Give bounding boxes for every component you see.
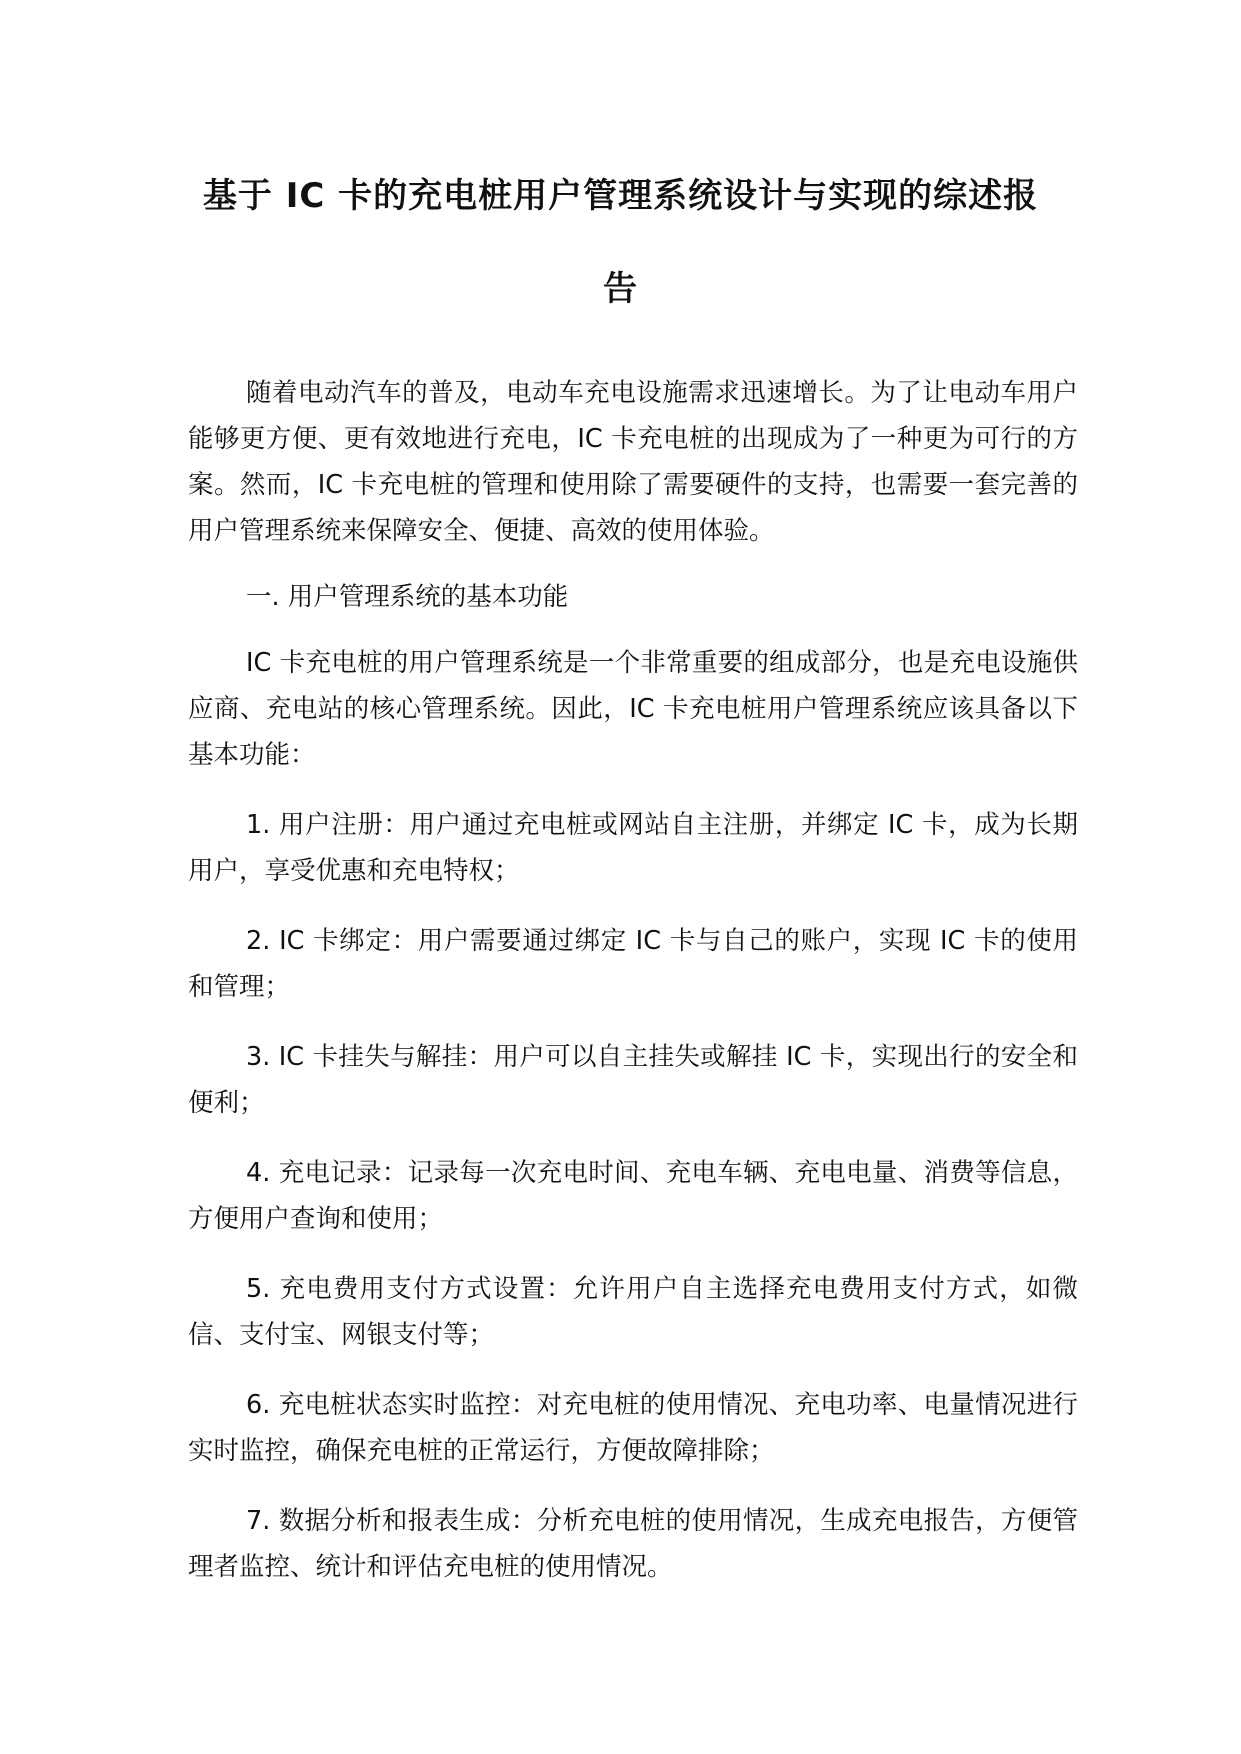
list-item: 7. 数据分析和报表生成：分析充电桩的使用情况，生成充电报告，方便管理者监控、统计和评估充电桩的使用情况。 [188,1506,1078,1582]
section-heading: 一. 用户管理系统的基本功能 [246,582,569,612]
document-title: 基于 IC 卡的充电桩用户管理系统设计与实现的综述报告 [202,176,1039,309]
section-intro-paragraph: IC 卡充电桩的用户管理系统是一个非常重要的组成部分，也是充电设施供应商、充电站的核心管理系统。因此，IC 卡充电桩用户管理系统应该具备以下基本功能： [188,648,1078,770]
list-item: 4. 充电记录：记录每一次充电时间、充电车辆、充电电量、消费等信息，方便用户查询和使用； [188,1158,1078,1234]
list-item: 2. IC 卡绑定：用户需要通过绑定 IC 卡与自己的账户，实现 IC 卡的使用和管理； [188,926,1078,1002]
intro-paragraph: 随着电动汽车的普及，电动车充电设施需求迅速增长。为了让电动车用户能够更方便、更有效地进行充电，IC 卡充电桩的出现成为了一种更为可行的方案。然而，IC 卡充电桩的管理和使用除了需要硬件的支持，也需要一套完善的用户管理系统来保障安全、便捷、高效的使用体验。 [188,378,1078,546]
list-item: 1. 用户注册：用户通过充电桩或网站自主注册，并绑定 IC 卡，成为长期用户，享受优惠和充电特权； [188,810,1078,886]
document-body [188,370,1078,1590]
list-item: 3. IC 卡挂失与解挂：用户可以自主挂失或解挂 IC 卡，实现出行的安全和便利； [188,1042,1078,1118]
list-item: 5. 充电费用支付方式设置：允许用户自主选择充电费用支付方式，如微信、支付宝、网银支付等； [188,1274,1078,1350]
list-item: 6. 充电桩状态实时监控：对充电桩的使用情况、充电功率、电量情况进行实时监控，确保充电桩的正常运行，方便故障排除； [188,1390,1078,1466]
